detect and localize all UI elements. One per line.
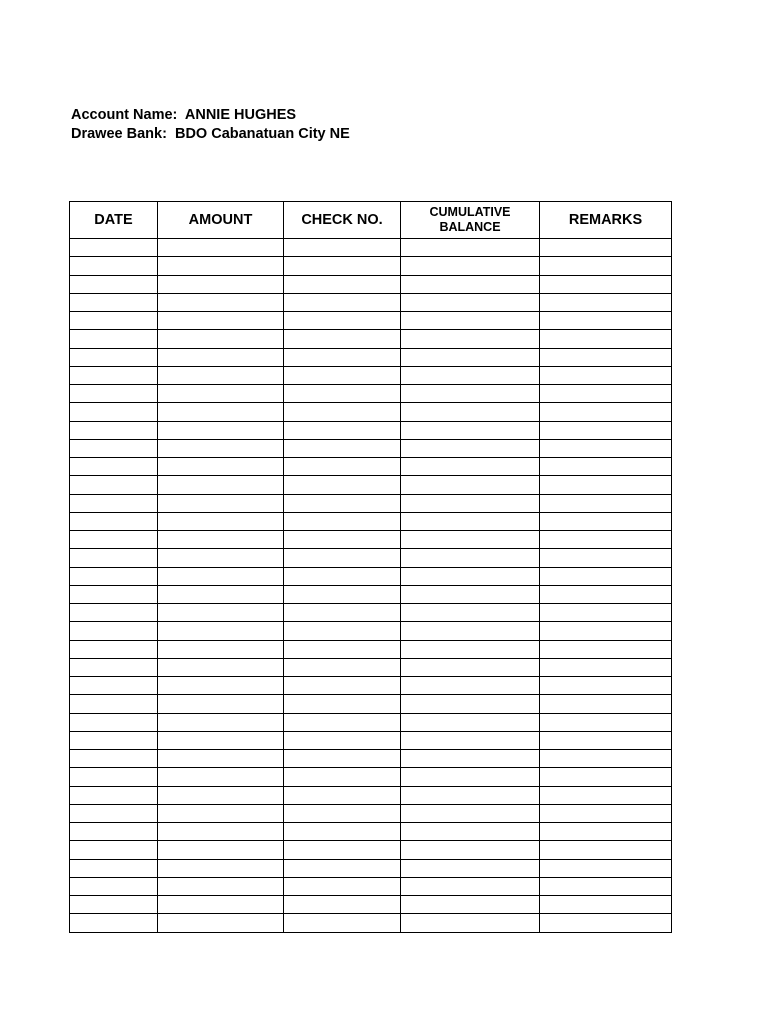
check-no-cell[interactable] [284,804,401,822]
cumulative-balance-cell[interactable] [401,439,540,457]
date-cell[interactable] [70,914,158,932]
cumulative-balance-cell[interactable] [401,403,540,421]
date-cell[interactable] [70,330,158,348]
check-no-cell[interactable] [284,604,401,622]
date-cell[interactable] [70,458,158,476]
table-row [70,549,672,567]
cumulative-balance-cell[interactable] [401,385,540,403]
account-name-value: ANNIE HUGHES [184,107,297,123]
remarks-cell[interactable] [540,403,672,421]
check-no-cell[interactable] [284,257,401,275]
drawee-bank-value: BDO Cabanatuan City NE [174,126,350,142]
remarks-cell[interactable] [540,239,672,257]
date-cell[interactable] [70,257,158,275]
amount-cell[interactable] [158,476,284,494]
table-row [70,403,672,421]
remarks-cell[interactable] [540,859,672,877]
date-cell[interactable] [70,731,158,749]
table-row [70,421,672,439]
amount-cell[interactable] [158,859,284,877]
cumulative-balance-cell[interactable] [401,494,540,512]
cumulative-balance-cell[interactable] [401,804,540,822]
check-no-cell[interactable] [284,622,401,640]
date-cell[interactable] [70,567,158,585]
date-cell[interactable] [70,622,158,640]
table-row [70,896,672,914]
remarks-cell[interactable] [540,896,672,914]
remarks-cell[interactable] [540,549,672,567]
remarks-cell[interactable] [540,312,672,330]
date-cell[interactable] [70,859,158,877]
table-row [70,804,672,822]
date-cell[interactable] [70,439,158,457]
date-cell[interactable] [70,403,158,421]
date-cell[interactable] [70,275,158,293]
cumulative-balance-cell[interactable] [401,731,540,749]
date-cell[interactable] [70,293,158,311]
check-no-cell[interactable] [284,640,401,658]
check-no-cell[interactable] [284,312,401,330]
amount-cell[interactable] [158,585,284,603]
remarks-header: REMARKS [540,202,672,239]
check-no-cell[interactable] [284,293,401,311]
remarks-cell[interactable] [540,786,672,804]
check-no-cell[interactable] [284,366,401,384]
remarks-cell[interactable] [540,804,672,822]
amount-cell[interactable] [158,786,284,804]
check-no-cell[interactable] [284,713,401,731]
table-row [70,731,672,749]
remarks-cell[interactable] [540,476,672,494]
cumulative-header-line2: BALANCE [439,220,501,234]
drawee-bank-row [71,125,350,144]
check-no-cell[interactable] [284,841,401,859]
date-cell[interactable] [70,768,158,786]
remarks-cell[interactable] [540,567,672,585]
remarks-cell[interactable] [540,640,672,658]
check-ledger-table [69,201,672,933]
amount-cell[interactable] [158,439,284,457]
check-no-cell[interactable] [284,403,401,421]
check-no-cell[interactable] [284,549,401,567]
cumulative-balance-cell[interactable] [401,604,540,622]
check-no-cell[interactable] [284,239,401,257]
date-cell[interactable] [70,239,158,257]
remarks-cell[interactable] [540,385,672,403]
table-row [70,275,672,293]
amount-cell[interactable] [158,403,284,421]
table-row [70,640,672,658]
date-cell[interactable] [70,640,158,658]
check-no-cell[interactable] [284,348,401,366]
remarks-cell[interactable] [540,658,672,676]
account-name-label: Account Name: [71,107,178,123]
cumulative-balance-cell[interactable] [401,348,540,366]
check-no-cell[interactable] [284,512,401,530]
table-row [70,348,672,366]
amount-cell[interactable] [158,293,284,311]
check-no-cell[interactable] [284,695,401,713]
amount-cell[interactable] [158,768,284,786]
remarks-cell[interactable] [540,677,672,695]
check-no-cell[interactable] [284,823,401,841]
remarks-cell[interactable] [540,275,672,293]
amount-cell[interactable] [158,750,284,768]
date-cell[interactable] [70,421,158,439]
remarks-cell[interactable] [540,914,672,932]
cumulative-balance-cell[interactable] [401,896,540,914]
table-row [70,658,672,676]
table-row [70,914,672,932]
remarks-cell[interactable] [540,366,672,384]
cumulative-balance-cell[interactable] [401,421,540,439]
account-name-row [71,106,350,125]
amount-cell[interactable] [158,622,284,640]
table-row [70,330,672,348]
check-no-cell[interactable] [284,750,401,768]
amount-cell[interactable] [158,458,284,476]
check-no-cell[interactable] [284,476,401,494]
table-row [70,293,672,311]
remarks-cell[interactable] [540,257,672,275]
date-cell[interactable] [70,841,158,859]
check-no-cell[interactable] [284,896,401,914]
amount-cell[interactable] [158,823,284,841]
cumulative-balance-cell[interactable] [401,257,540,275]
table-row [70,439,672,457]
table-row [70,458,672,476]
cumulative-balance-cell[interactable] [401,859,540,877]
table-row [70,841,672,859]
check-no-cell[interactable] [284,859,401,877]
table-row [70,859,672,877]
date-cell[interactable] [70,823,158,841]
remarks-cell[interactable] [540,348,672,366]
table-row [70,239,672,257]
check-no-cell[interactable] [284,439,401,457]
check-no-cell[interactable] [284,458,401,476]
date-cell[interactable] [70,476,158,494]
date-cell[interactable] [70,804,158,822]
date-cell[interactable] [70,658,158,676]
check-no-cell[interactable] [284,877,401,895]
remarks-cell[interactable] [540,731,672,749]
date-cell[interactable] [70,604,158,622]
cumulative-balance-cell[interactable] [401,877,540,895]
date-cell[interactable] [70,750,158,768]
date-cell[interactable] [70,512,158,530]
table-row [70,512,672,530]
cumulative-balance-cell[interactable] [401,658,540,676]
amount-cell[interactable] [158,421,284,439]
check-no-cell[interactable] [284,385,401,403]
amount-cell[interactable] [158,531,284,549]
cumulative-balance-cell[interactable] [401,914,540,932]
cumulative-balance-cell[interactable] [401,585,540,603]
table-row [70,567,672,585]
amount-cell[interactable] [158,695,284,713]
amount-cell[interactable] [158,731,284,749]
check-no-cell[interactable] [284,768,401,786]
remarks-cell[interactable] [540,293,672,311]
amount-cell[interactable] [158,239,284,257]
amount-cell[interactable] [158,348,284,366]
cumulative-balance-cell[interactable] [401,330,540,348]
date-cell[interactable] [70,385,158,403]
remarks-cell[interactable] [540,512,672,530]
table-row [70,585,672,603]
date-cell[interactable] [70,877,158,895]
date-cell[interactable] [70,312,158,330]
remarks-cell[interactable] [540,823,672,841]
date-cell[interactable] [70,366,158,384]
table-row [70,531,672,549]
cumulative-balance-cell[interactable] [401,695,540,713]
remarks-cell[interactable] [540,750,672,768]
remarks-cell[interactable] [540,421,672,439]
amount-cell[interactable] [158,896,284,914]
amount-cell[interactable] [158,713,284,731]
table-row [70,494,672,512]
table-row [70,476,672,494]
check-no-cell[interactable] [284,677,401,695]
table-row [70,750,672,768]
remarks-cell[interactable] [540,439,672,457]
table-row [70,385,672,403]
date-cell[interactable] [70,348,158,366]
cumulative-balance-header [401,202,540,239]
cumulative-header-line1: CUMULATIVE [429,205,511,219]
date-cell[interactable] [70,549,158,567]
remarks-cell[interactable] [540,585,672,603]
table-row [70,768,672,786]
check-no-cell[interactable] [284,786,401,804]
remarks-cell[interactable] [540,330,672,348]
date-header: DATE [70,202,158,239]
date-cell[interactable] [70,896,158,914]
remarks-cell[interactable] [540,604,672,622]
cumulative-balance-cell[interactable] [401,458,540,476]
remarks-cell[interactable] [540,877,672,895]
date-cell[interactable] [70,531,158,549]
cumulative-balance-cell[interactable] [401,275,540,293]
amount-cell[interactable] [158,658,284,676]
date-cell[interactable] [70,585,158,603]
cumulative-balance-cell[interactable] [401,622,540,640]
amount-cell[interactable] [158,312,284,330]
amount-cell[interactable] [158,567,284,585]
remarks-cell[interactable] [540,494,672,512]
cumulative-balance-cell[interactable] [401,823,540,841]
table-row [70,713,672,731]
amount-cell[interactable] [158,275,284,293]
amount-cell[interactable] [158,604,284,622]
cumulative-balance-cell[interactable] [401,549,540,567]
cumulative-balance-cell[interactable] [401,786,540,804]
check-no-cell[interactable] [284,731,401,749]
date-cell[interactable] [70,494,158,512]
cumulative-balance-cell[interactable] [401,476,540,494]
cumulative-balance-cell[interactable] [401,366,540,384]
date-cell[interactable] [70,677,158,695]
table-row [70,257,672,275]
amount-cell[interactable] [158,877,284,895]
amount-cell[interactable] [158,330,284,348]
remarks-cell[interactable] [540,695,672,713]
cumulative-balance-cell[interactable] [401,293,540,311]
check-no-cell[interactable] [284,330,401,348]
amount-cell[interactable] [158,804,284,822]
amount-cell[interactable] [158,549,284,567]
drawee-bank-label: Drawee Bank: [71,126,167,142]
remarks-cell[interactable] [540,841,672,859]
date-cell[interactable] [70,786,158,804]
cumulative-balance-cell[interactable] [401,713,540,731]
account-info [71,106,350,144]
amount-cell[interactable] [158,640,284,658]
remarks-cell[interactable] [540,713,672,731]
amount-cell[interactable] [158,841,284,859]
remarks-cell[interactable] [540,622,672,640]
remarks-cell[interactable] [540,768,672,786]
cumulative-balance-cell[interactable] [401,841,540,859]
cumulative-balance-cell[interactable] [401,750,540,768]
table-row [70,695,672,713]
table-header-row [70,202,672,239]
check-no-cell[interactable] [284,567,401,585]
cumulative-balance-cell[interactable] [401,512,540,530]
table-row [70,366,672,384]
date-cell[interactable] [70,695,158,713]
amount-cell[interactable] [158,677,284,695]
check-no-cell[interactable] [284,531,401,549]
check-no-cell[interactable] [284,421,401,439]
table-body [70,239,672,933]
table-row [70,877,672,895]
amount-cell[interactable] [158,494,284,512]
check-no-cell[interactable] [284,585,401,603]
amount-cell[interactable] [158,257,284,275]
table-row [70,786,672,804]
date-cell[interactable] [70,713,158,731]
check-no-cell[interactable] [284,275,401,293]
amount-cell[interactable] [158,914,284,932]
amount-cell[interactable] [158,512,284,530]
table-row [70,622,672,640]
cumulative-balance-cell[interactable] [401,567,540,585]
check-no-cell[interactable] [284,494,401,512]
table-row [70,823,672,841]
table-row [70,677,672,695]
cumulative-balance-cell[interactable] [401,531,540,549]
amount-cell[interactable] [158,385,284,403]
cumulative-balance-cell[interactable] [401,640,540,658]
table-row [70,312,672,330]
cumulative-balance-cell[interactable] [401,312,540,330]
check-no-header: CHECK NO. [284,202,401,239]
cumulative-balance-cell[interactable] [401,677,540,695]
remarks-cell[interactable] [540,458,672,476]
table-row [70,604,672,622]
check-no-cell[interactable] [284,658,401,676]
cumulative-balance-cell[interactable] [401,239,540,257]
amount-cell[interactable] [158,366,284,384]
amount-header: AMOUNT [158,202,284,239]
check-no-cell[interactable] [284,914,401,932]
remarks-cell[interactable] [540,531,672,549]
cumulative-balance-cell[interactable] [401,768,540,786]
